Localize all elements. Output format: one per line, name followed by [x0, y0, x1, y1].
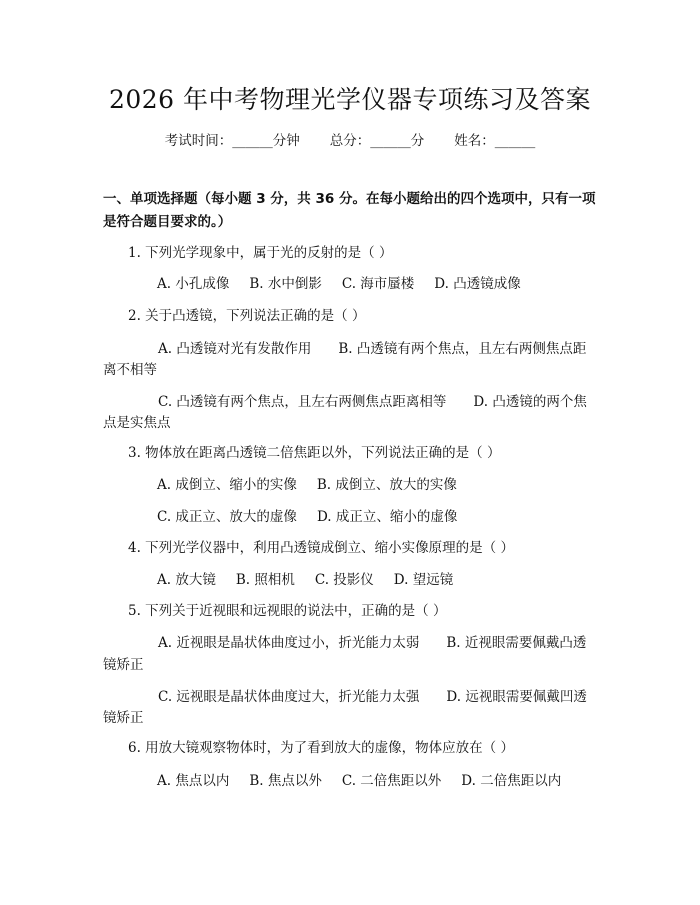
name-field: 姓名：______ [454, 133, 536, 149]
section-heading [103, 188, 603, 234]
option-b: B. 焦点以外 [249, 773, 322, 789]
section-heading-line2: 是符合题目要求的。） [103, 214, 232, 230]
question-options [157, 507, 457, 527]
option-d: D. 凸透镜成像 [434, 276, 521, 292]
option-line: C. 凸透镜有两个焦点，且左右两侧焦点距离相等 D. 凸透镜的两个焦 [158, 394, 587, 410]
question-options [157, 274, 521, 294]
exam-time-field: 考试时间：______分钟 [164, 133, 300, 149]
option-b: B. 成倒立、放大的实像 [316, 477, 457, 493]
page-title: 2026 年中考物理光学仪器专项练习及答案 [108, 85, 592, 114]
option-b: B. 水中倒影 [249, 276, 322, 292]
option-c: C. 海市蜃楼 [341, 276, 415, 292]
question-options [157, 475, 457, 495]
option-a: A. 小孔成像 [157, 276, 230, 292]
option-line: 镜矫正 [103, 657, 144, 673]
question-stem: 5. 下列关于近视眼和远视眼的说法中，正确的是（ ） [128, 603, 447, 619]
option-a: A. 放大镜 [157, 572, 216, 588]
option-d: D. 望远镜 [393, 572, 454, 588]
option-a: A. 成倒立、缩小的实像 [157, 477, 297, 493]
total-score-field: 总分：______分 [329, 133, 425, 149]
question-options [157, 570, 453, 590]
option-c: C. 成正立、放大的虚像 [157, 509, 297, 525]
option-c: C. 二倍焦距以外 [341, 773, 442, 789]
question-stem: 3. 物体放在距离凸透镜二倍焦距以外，下列说法正确的是（ ） [128, 445, 501, 461]
option-line: 离不相等 [103, 362, 157, 378]
option-d: D. 成正立、缩小的虚像 [316, 509, 458, 525]
option-a: A. 焦点以内 [157, 773, 230, 789]
question-stem: 2. 关于凸透镜，下列说法正确的是（ ） [128, 308, 366, 324]
option-line: A. 凸透镜对光有发散作用 B. 凸透镜有两个焦点，且左右两侧焦点距 [158, 341, 587, 357]
option-c: C. 投影仪 [314, 572, 374, 588]
option-b: B. 照相机 [235, 572, 295, 588]
exam-meta [0, 131, 700, 151]
option-line: C. 远视眼是晶状体曲度过大，折光能力太强 D. 远视眼需要佩戴凹透 [158, 689, 587, 705]
question-stem: 1. 下列光学现象中，属于光的反射的是（ ） [128, 245, 393, 261]
question-options [157, 771, 561, 791]
option-line: 镜矫正 [103, 710, 144, 726]
question-stem: 6. 用放大镜观察物体时，为了看到放大的虚像，物体应放在（ ） [128, 740, 514, 756]
option-line: 点是实焦点 [103, 415, 171, 431]
option-d: D. 二倍焦距以内 [461, 773, 562, 789]
question-stem: 4. 下列光学仪器中，利用凸透镜成倒立、缩小实像原理的是（ ） [128, 540, 514, 556]
option-line: A. 近视眼是晶状体曲度过小，折光能力太弱 B. 近视眼需要佩戴凸透 [158, 635, 587, 651]
section-heading-line1: 一、单项选择题（每小题 3 分，共 36 分。在每小题给出的四个选项中，只有一项 [103, 191, 596, 207]
